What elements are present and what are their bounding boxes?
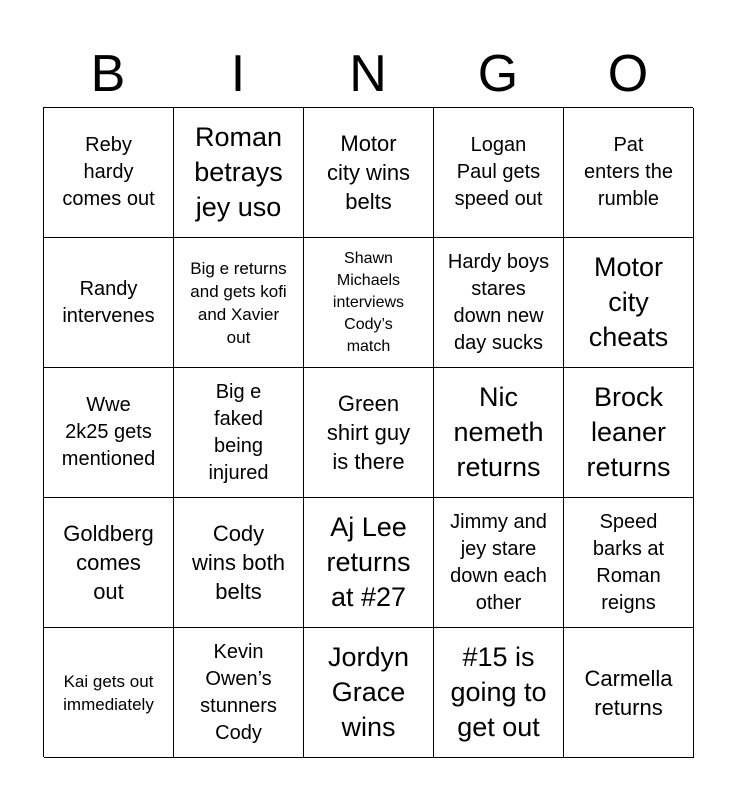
header-letter-n: N (349, 45, 387, 103)
bingo-cell[interactable] (434, 238, 564, 368)
bingo-grid (43, 107, 693, 757)
bingo-cell[interactable] (304, 238, 434, 368)
bingo-cell[interactable] (564, 368, 694, 498)
cell-text: Kevin Owen’s stunners Cody (200, 640, 277, 744)
cell-text: Jimmy and jey stare down each other (450, 510, 547, 614)
bingo-cell[interactable] (434, 628, 564, 758)
cell-text: Cody wins both belts (192, 521, 285, 604)
cell-text: Big e returns and gets kofi and Xavier out (190, 258, 287, 347)
header-letter-g: G (477, 45, 519, 103)
bingo-cell[interactable] (564, 628, 694, 758)
cell-text: Jordyn Grace wins (327, 642, 410, 742)
bingo-cell[interactable] (44, 628, 174, 758)
bingo-cell[interactable] (44, 108, 174, 238)
bingo-cell[interactable] (174, 108, 304, 238)
bingo-cell[interactable] (174, 368, 304, 498)
cell-text: Shawn Michaels interviews Cody’s match (332, 249, 405, 355)
bingo-cell[interactable] (564, 108, 694, 238)
cell-text: Goldberg comes out (63, 521, 154, 604)
cell-text: Hardy boys stares down new day sucks (447, 250, 550, 354)
cell-text: Motor city wins belts (326, 131, 411, 214)
bingo-cell[interactable] (564, 238, 694, 368)
bingo-cell[interactable] (174, 628, 304, 758)
bingo-cell[interactable] (304, 368, 434, 498)
cell-text: Randy intervenes (62, 277, 155, 327)
cell-text: Nic nemeth returns (453, 382, 544, 482)
cell-text: Roman betrays jey uso (194, 122, 283, 222)
cell-text: Speed barks at Roman reigns (592, 510, 665, 614)
bingo-cell[interactable] (304, 498, 434, 628)
cell-text: Wwe 2k25 gets mentioned (61, 394, 156, 470)
cell-text: Pat enters the rumble (584, 134, 673, 210)
bingo-cell[interactable] (304, 108, 434, 238)
cell-text: Aj Lee returns at #27 (326, 512, 411, 612)
cell-text: Reby hardy comes out (62, 134, 155, 210)
cell-text: Kai gets out immediately (63, 671, 154, 714)
bingo-cell[interactable] (44, 498, 174, 628)
cell-text: Big e faked being injured (208, 380, 269, 484)
bingo-header (43, 42, 693, 106)
header-letter-b: B (90, 45, 126, 103)
bingo-cell[interactable] (434, 108, 564, 238)
bingo-cell[interactable] (44, 238, 174, 368)
bingo-cell[interactable] (434, 498, 564, 628)
cell-text: Carmella returns (584, 665, 673, 720)
bingo-cell[interactable] (174, 238, 304, 368)
header-letter-o: O (607, 45, 649, 103)
bingo-cell[interactable] (304, 628, 434, 758)
cell-text: #15 is going to get out (450, 642, 547, 742)
bingo-cell[interactable] (174, 498, 304, 628)
cell-text: Green shirt guy is there (326, 391, 411, 474)
cell-text: Brock leaner returns (586, 382, 671, 482)
bingo-cell[interactable] (434, 368, 564, 498)
bingo-cell[interactable] (564, 498, 694, 628)
header-letter-i: I (230, 45, 246, 103)
cell-text: Motor city cheats (588, 252, 669, 352)
cell-text: Logan Paul gets speed out (454, 134, 543, 210)
bingo-cell[interactable] (44, 368, 174, 498)
